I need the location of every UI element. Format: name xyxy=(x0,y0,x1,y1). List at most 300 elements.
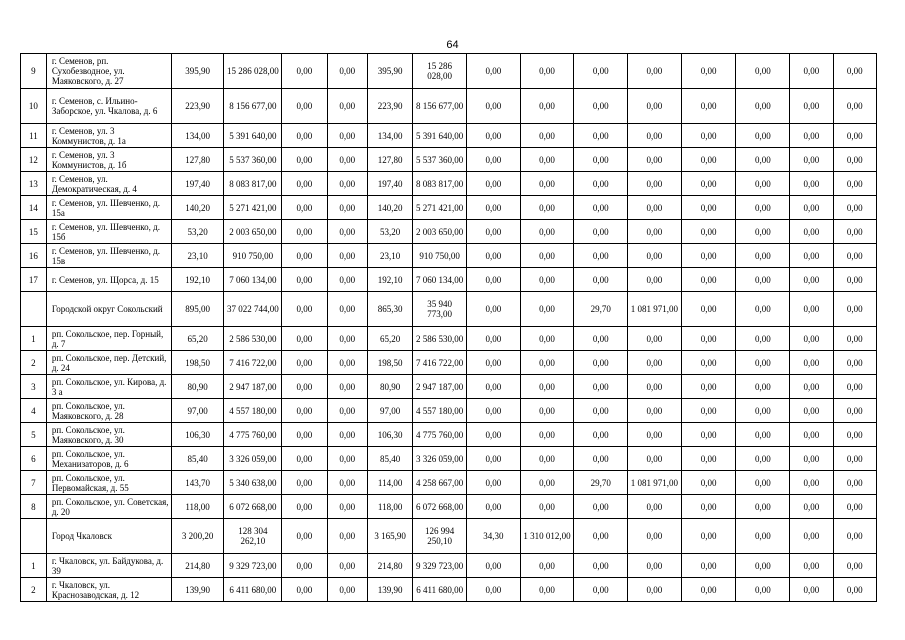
value-cell: 35 940 773,00 xyxy=(413,292,467,327)
value-cell: 0,00 xyxy=(467,268,521,292)
value-cell: 395,90 xyxy=(367,54,412,89)
table-row xyxy=(21,327,877,351)
value-cell: 0,00 xyxy=(520,351,574,375)
value-cell: 0,00 xyxy=(574,268,628,292)
value-cell: 37 022 744,00 xyxy=(224,292,282,327)
value-cell: 0,00 xyxy=(681,268,736,292)
value-cell: 0,00 xyxy=(520,172,574,196)
value-cell: 0,00 xyxy=(681,351,736,375)
value-cell: 139,90 xyxy=(171,578,224,602)
value-cell: 0,00 xyxy=(327,148,367,172)
row-number-cell: 2 xyxy=(21,578,47,602)
address-cell: рп. Сокольское, ул. Маяковского, д. 28 xyxy=(46,399,171,423)
value-cell: 85,40 xyxy=(367,447,412,471)
value-cell: 910 750,00 xyxy=(224,244,282,268)
value-cell: 0,00 xyxy=(628,495,682,519)
row-number-cell: 12 xyxy=(21,148,47,172)
row-number-cell: 3 xyxy=(21,375,47,399)
value-cell: 6 411 680,00 xyxy=(413,578,467,602)
value-cell: 0,00 xyxy=(467,327,521,351)
value-cell: 0,00 xyxy=(327,196,367,220)
value-cell: 0,00 xyxy=(833,351,876,375)
value-cell: 0,00 xyxy=(327,172,367,196)
address-cell: рп. Сокольское, пер. Горный, д. 7 xyxy=(46,327,171,351)
value-cell: 4 775 760,00 xyxy=(413,423,467,447)
value-cell: 0,00 xyxy=(574,495,628,519)
value-cell: 9 329 723,00 xyxy=(224,554,282,578)
value-cell: 3 326 059,00 xyxy=(413,447,467,471)
value-cell: 7 416 722,00 xyxy=(413,351,467,375)
value-cell: 0,00 xyxy=(790,327,833,351)
table-row xyxy=(21,423,877,447)
value-cell: 0,00 xyxy=(467,351,521,375)
value-cell: 0,00 xyxy=(628,327,682,351)
value-cell: 9 329 723,00 xyxy=(413,554,467,578)
value-cell: 0,00 xyxy=(681,124,736,148)
value-cell: 7 416 722,00 xyxy=(224,351,282,375)
address-cell: г. Чкаловск, ул. Краснозаводская, д. 12 xyxy=(46,578,171,602)
value-cell: 0,00 xyxy=(681,375,736,399)
value-cell: 15 286 028,00 xyxy=(413,54,467,89)
value-cell: 0,00 xyxy=(327,495,367,519)
row-number-cell: 10 xyxy=(21,89,47,124)
value-cell: 7 060 134,00 xyxy=(413,268,467,292)
value-cell: 3 326 059,00 xyxy=(224,447,282,471)
value-cell: 0,00 xyxy=(282,196,327,220)
table-row xyxy=(21,89,877,124)
value-cell: 0,00 xyxy=(833,554,876,578)
value-cell: 0,00 xyxy=(833,244,876,268)
value-cell: 0,00 xyxy=(628,399,682,423)
data-table xyxy=(20,53,877,602)
value-cell: 0,00 xyxy=(833,375,876,399)
value-cell: 0,00 xyxy=(790,220,833,244)
value-cell: 143,70 xyxy=(171,471,224,495)
address-cell: рп. Сокольское, ул. Маяковского, д. 30 xyxy=(46,423,171,447)
value-cell: 23,10 xyxy=(367,244,412,268)
value-cell: 0,00 xyxy=(628,554,682,578)
value-cell: 0,00 xyxy=(327,124,367,148)
address-cell: рп. Сокольское, пер. Детский, д. 24 xyxy=(46,351,171,375)
value-cell: 0,00 xyxy=(467,220,521,244)
value-cell: 0,00 xyxy=(327,554,367,578)
value-cell: 0,00 xyxy=(574,375,628,399)
value-cell: 0,00 xyxy=(282,327,327,351)
value-cell: 0,00 xyxy=(628,268,682,292)
address-cell: рп. Сокольское, ул. Советская, д. 20 xyxy=(46,495,171,519)
address-cell: г. Семенов, ул. Шевченко, д. 15б xyxy=(46,220,171,244)
row-number-cell: 11 xyxy=(21,124,47,148)
value-cell: 0,00 xyxy=(282,495,327,519)
value-cell: 0,00 xyxy=(681,447,736,471)
value-cell: 126 994 250,10 xyxy=(413,519,467,554)
value-cell: 0,00 xyxy=(833,471,876,495)
value-cell: 65,20 xyxy=(171,327,224,351)
value-cell: 0,00 xyxy=(681,495,736,519)
value-cell: 0,00 xyxy=(833,268,876,292)
value-cell: 0,00 xyxy=(467,554,521,578)
address-cell: г. Семенов, ул. 3 Коммунистов, д. 1а xyxy=(46,124,171,148)
value-cell: 0,00 xyxy=(790,471,833,495)
value-cell: 910 750,00 xyxy=(413,244,467,268)
value-cell: 0,00 xyxy=(681,148,736,172)
value-cell: 4 557 180,00 xyxy=(224,399,282,423)
value-cell: 4 557 180,00 xyxy=(413,399,467,423)
value-cell: 0,00 xyxy=(520,495,574,519)
value-cell: 0,00 xyxy=(736,148,790,172)
value-cell: 0,00 xyxy=(790,375,833,399)
value-cell: 0,00 xyxy=(327,447,367,471)
value-cell: 0,00 xyxy=(833,172,876,196)
value-cell: 0,00 xyxy=(282,447,327,471)
value-cell: 139,90 xyxy=(367,578,412,602)
value-cell: 0,00 xyxy=(628,244,682,268)
row-number-cell: 5 xyxy=(21,423,47,447)
value-cell: 895,00 xyxy=(171,292,224,327)
value-cell: 0,00 xyxy=(681,471,736,495)
value-cell: 0,00 xyxy=(833,578,876,602)
address-cell: г. Семенов, с. Ильино-Заборское, ул. Чкалова, д. 6 xyxy=(46,89,171,124)
address-cell: г. Семенов, рп. Сухобезводное, ул. Маяковского, д. 27 xyxy=(46,54,171,89)
value-cell: 0,00 xyxy=(467,54,521,89)
value-cell: 29,70 xyxy=(574,471,628,495)
value-cell: 0,00 xyxy=(790,54,833,89)
value-cell: 0,00 xyxy=(833,399,876,423)
value-cell: 140,20 xyxy=(367,196,412,220)
value-cell: 0,00 xyxy=(681,244,736,268)
value-cell: 0,00 xyxy=(628,578,682,602)
address-cell: рп. Сокольское, ул. Первомайская, д. 55 xyxy=(46,471,171,495)
value-cell: 0,00 xyxy=(282,292,327,327)
row-number-cell: 13 xyxy=(21,172,47,196)
value-cell: 0,00 xyxy=(467,399,521,423)
value-cell: 0,00 xyxy=(736,196,790,220)
value-cell: 2 586 530,00 xyxy=(224,327,282,351)
value-cell: 1 081 971,00 xyxy=(628,292,682,327)
row-number-cell: 1 xyxy=(21,554,47,578)
value-cell: 0,00 xyxy=(520,196,574,220)
value-cell: 0,00 xyxy=(790,196,833,220)
value-cell: 0,00 xyxy=(574,172,628,196)
value-cell: 0,00 xyxy=(736,172,790,196)
value-cell: 29,70 xyxy=(574,292,628,327)
value-cell: 128 304 262,10 xyxy=(224,519,282,554)
address-cell: г. Семенов, ул. Демократическая, д. 4 xyxy=(46,172,171,196)
table-row xyxy=(21,292,877,327)
row-number-cell: 9 xyxy=(21,54,47,89)
value-cell: 0,00 xyxy=(282,423,327,447)
table-row xyxy=(21,196,877,220)
value-cell: 5 391 640,00 xyxy=(413,124,467,148)
value-cell: 0,00 xyxy=(833,89,876,124)
value-cell: 0,00 xyxy=(467,124,521,148)
value-cell: 0,00 xyxy=(736,578,790,602)
row-number-cell: 15 xyxy=(21,220,47,244)
address-cell: рп. Сокольское, ул. Кирова, д. 3 а xyxy=(46,375,171,399)
value-cell: 0,00 xyxy=(736,423,790,447)
value-cell: 0,00 xyxy=(628,220,682,244)
value-cell: 0,00 xyxy=(736,268,790,292)
address-cell: г. Чкаловск, ул. Байдукова, д. 39 xyxy=(46,554,171,578)
value-cell: 395,90 xyxy=(171,54,224,89)
table-row xyxy=(21,351,877,375)
value-cell: 0,00 xyxy=(833,124,876,148)
value-cell: 0,00 xyxy=(574,519,628,554)
value-cell: 5 271 421,00 xyxy=(224,196,282,220)
value-cell: 0,00 xyxy=(520,89,574,124)
address-cell: г. Семенов, ул. Шевченко, д. 15в xyxy=(46,244,171,268)
value-cell: 8 083 817,00 xyxy=(224,172,282,196)
value-cell: 8 083 817,00 xyxy=(413,172,467,196)
value-cell: 34,30 xyxy=(467,519,521,554)
value-cell: 198,50 xyxy=(367,351,412,375)
value-cell: 0,00 xyxy=(520,471,574,495)
value-cell: 0,00 xyxy=(467,495,521,519)
value-cell: 0,00 xyxy=(790,172,833,196)
value-cell: 0,00 xyxy=(628,519,682,554)
value-cell: 5 537 360,00 xyxy=(224,148,282,172)
value-cell: 0,00 xyxy=(467,244,521,268)
value-cell: 0,00 xyxy=(282,554,327,578)
value-cell: 0,00 xyxy=(282,148,327,172)
value-cell: 0,00 xyxy=(790,351,833,375)
value-cell: 0,00 xyxy=(327,89,367,124)
value-cell: 0,00 xyxy=(736,447,790,471)
value-cell: 5 391 640,00 xyxy=(224,124,282,148)
value-cell: 3 165,90 xyxy=(367,519,412,554)
address-cell: Городской округ Сокольский xyxy=(46,292,171,327)
value-cell: 214,80 xyxy=(367,554,412,578)
value-cell: 0,00 xyxy=(790,244,833,268)
value-cell: 0,00 xyxy=(520,244,574,268)
value-cell: 80,90 xyxy=(171,375,224,399)
value-cell: 0,00 xyxy=(574,148,628,172)
table-row xyxy=(21,172,877,196)
value-cell: 15 286 028,00 xyxy=(224,54,282,89)
value-cell: 0,00 xyxy=(467,578,521,602)
value-cell: 0,00 xyxy=(790,519,833,554)
value-cell: 192,10 xyxy=(367,268,412,292)
value-cell: 0,00 xyxy=(628,423,682,447)
value-cell: 0,00 xyxy=(327,220,367,244)
value-cell: 0,00 xyxy=(467,447,521,471)
value-cell: 0,00 xyxy=(327,375,367,399)
row-number-cell: 6 xyxy=(21,447,47,471)
value-cell: 0,00 xyxy=(282,172,327,196)
value-cell: 0,00 xyxy=(327,351,367,375)
value-cell: 0,00 xyxy=(282,54,327,89)
row-number-cell: 1 xyxy=(21,327,47,351)
value-cell: 0,00 xyxy=(327,423,367,447)
table-row xyxy=(21,519,877,554)
value-cell: 0,00 xyxy=(520,292,574,327)
value-cell: 0,00 xyxy=(736,327,790,351)
value-cell: 0,00 xyxy=(574,220,628,244)
value-cell: 223,90 xyxy=(367,89,412,124)
value-cell: 53,20 xyxy=(171,220,224,244)
value-cell: 0,00 xyxy=(790,292,833,327)
value-cell: 0,00 xyxy=(736,124,790,148)
value-cell: 0,00 xyxy=(574,196,628,220)
value-cell: 134,00 xyxy=(171,124,224,148)
value-cell: 0,00 xyxy=(520,124,574,148)
value-cell: 0,00 xyxy=(327,292,367,327)
table-row xyxy=(21,124,877,148)
value-cell: 0,00 xyxy=(736,519,790,554)
row-number-cell: 17 xyxy=(21,268,47,292)
table-row xyxy=(21,220,877,244)
address-cell: г. Семенов, ул. 3 Коммунистов, д. 1б xyxy=(46,148,171,172)
value-cell: 0,00 xyxy=(681,578,736,602)
value-cell: 197,40 xyxy=(171,172,224,196)
value-cell: 118,00 xyxy=(171,495,224,519)
value-cell: 0,00 xyxy=(628,375,682,399)
value-cell: 2 947 187,00 xyxy=(413,375,467,399)
row-number-cell: 8 xyxy=(21,495,47,519)
value-cell: 118,00 xyxy=(367,495,412,519)
value-cell: 197,40 xyxy=(367,172,412,196)
value-cell: 134,00 xyxy=(367,124,412,148)
value-cell: 0,00 xyxy=(520,423,574,447)
value-cell: 23,10 xyxy=(171,244,224,268)
row-number-cell: 14 xyxy=(21,196,47,220)
value-cell: 0,00 xyxy=(467,89,521,124)
value-cell: 0,00 xyxy=(628,124,682,148)
address-cell: г. Семенов, ул. Шевченко, д. 15а xyxy=(46,196,171,220)
value-cell: 0,00 xyxy=(790,554,833,578)
value-cell: 0,00 xyxy=(574,423,628,447)
value-cell: 0,00 xyxy=(790,148,833,172)
value-cell: 106,30 xyxy=(171,423,224,447)
value-cell: 0,00 xyxy=(736,375,790,399)
value-cell: 0,00 xyxy=(520,220,574,244)
value-cell: 2 003 650,00 xyxy=(413,220,467,244)
value-cell: 0,00 xyxy=(833,447,876,471)
value-cell: 0,00 xyxy=(736,399,790,423)
value-cell: 0,00 xyxy=(736,351,790,375)
value-cell: 0,00 xyxy=(327,578,367,602)
row-number-cell: 2 xyxy=(21,351,47,375)
value-cell: 0,00 xyxy=(574,351,628,375)
value-cell: 0,00 xyxy=(574,578,628,602)
page-number: 64 xyxy=(446,39,459,51)
value-cell: 0,00 xyxy=(467,172,521,196)
table-row xyxy=(21,54,877,89)
value-cell: 0,00 xyxy=(520,578,574,602)
value-cell: 0,00 xyxy=(467,292,521,327)
value-cell: 0,00 xyxy=(520,447,574,471)
value-cell: 214,80 xyxy=(171,554,224,578)
row-number-cell xyxy=(21,292,47,327)
value-cell: 1 081 971,00 xyxy=(628,471,682,495)
value-cell: 0,00 xyxy=(327,268,367,292)
table-row xyxy=(21,471,877,495)
value-cell: 0,00 xyxy=(628,196,682,220)
value-cell: 0,00 xyxy=(681,554,736,578)
value-cell: 0,00 xyxy=(520,327,574,351)
value-cell: 0,00 xyxy=(574,124,628,148)
table-body xyxy=(21,54,877,602)
value-cell: 198,50 xyxy=(171,351,224,375)
value-cell: 0,00 xyxy=(282,89,327,124)
value-cell: 0,00 xyxy=(574,244,628,268)
value-cell: 3 200,20 xyxy=(171,519,224,554)
value-cell: 65,20 xyxy=(367,327,412,351)
value-cell: 0,00 xyxy=(681,54,736,89)
value-cell: 0,00 xyxy=(833,423,876,447)
value-cell: 0,00 xyxy=(327,471,367,495)
value-cell: 0,00 xyxy=(833,148,876,172)
value-cell: 80,90 xyxy=(367,375,412,399)
address-cell: г. Семенов, ул. Щорса, д. 15 xyxy=(46,268,171,292)
value-cell: 0,00 xyxy=(790,447,833,471)
value-cell: 0,00 xyxy=(574,399,628,423)
value-cell: 0,00 xyxy=(681,327,736,351)
value-cell: 0,00 xyxy=(681,220,736,244)
value-cell: 0,00 xyxy=(520,268,574,292)
value-cell: 1 310 012,00 xyxy=(520,519,574,554)
value-cell: 0,00 xyxy=(574,327,628,351)
value-cell: 865,30 xyxy=(367,292,412,327)
row-number-cell xyxy=(21,519,47,554)
row-number-cell: 16 xyxy=(21,244,47,268)
value-cell: 0,00 xyxy=(681,292,736,327)
value-cell: 106,30 xyxy=(367,423,412,447)
value-cell: 0,00 xyxy=(467,423,521,447)
value-cell: 0,00 xyxy=(282,578,327,602)
value-cell: 0,00 xyxy=(574,89,628,124)
address-cell: рп. Сокольское, ул. Механизаторов, д. 6 xyxy=(46,447,171,471)
table-row xyxy=(21,495,877,519)
value-cell: 0,00 xyxy=(736,292,790,327)
value-cell: 0,00 xyxy=(282,124,327,148)
value-cell: 0,00 xyxy=(736,89,790,124)
value-cell: 2 003 650,00 xyxy=(224,220,282,244)
value-cell: 0,00 xyxy=(736,495,790,519)
value-cell: 0,00 xyxy=(327,399,367,423)
value-cell: 0,00 xyxy=(790,89,833,124)
value-cell: 0,00 xyxy=(628,351,682,375)
value-cell: 2 586 530,00 xyxy=(413,327,467,351)
value-cell: 0,00 xyxy=(833,519,876,554)
value-cell: 6 072 668,00 xyxy=(413,495,467,519)
value-cell: 7 060 134,00 xyxy=(224,268,282,292)
value-cell: 0,00 xyxy=(327,327,367,351)
value-cell: 0,00 xyxy=(681,423,736,447)
value-cell: 4 775 760,00 xyxy=(224,423,282,447)
value-cell: 97,00 xyxy=(367,399,412,423)
table-row xyxy=(21,268,877,292)
value-cell: 0,00 xyxy=(790,124,833,148)
value-cell: 85,40 xyxy=(171,447,224,471)
value-cell: 0,00 xyxy=(574,54,628,89)
value-cell: 0,00 xyxy=(790,578,833,602)
value-cell: 0,00 xyxy=(327,244,367,268)
value-cell: 0,00 xyxy=(282,220,327,244)
value-cell: 0,00 xyxy=(628,148,682,172)
value-cell: 0,00 xyxy=(681,172,736,196)
value-cell: 6 411 680,00 xyxy=(224,578,282,602)
row-number-cell: 7 xyxy=(21,471,47,495)
value-cell: 0,00 xyxy=(467,471,521,495)
value-cell: 0,00 xyxy=(681,89,736,124)
value-cell: 223,90 xyxy=(171,89,224,124)
value-cell: 0,00 xyxy=(282,519,327,554)
value-cell: 0,00 xyxy=(790,399,833,423)
value-cell: 140,20 xyxy=(171,196,224,220)
value-cell: 0,00 xyxy=(790,495,833,519)
value-cell: 97,00 xyxy=(171,399,224,423)
